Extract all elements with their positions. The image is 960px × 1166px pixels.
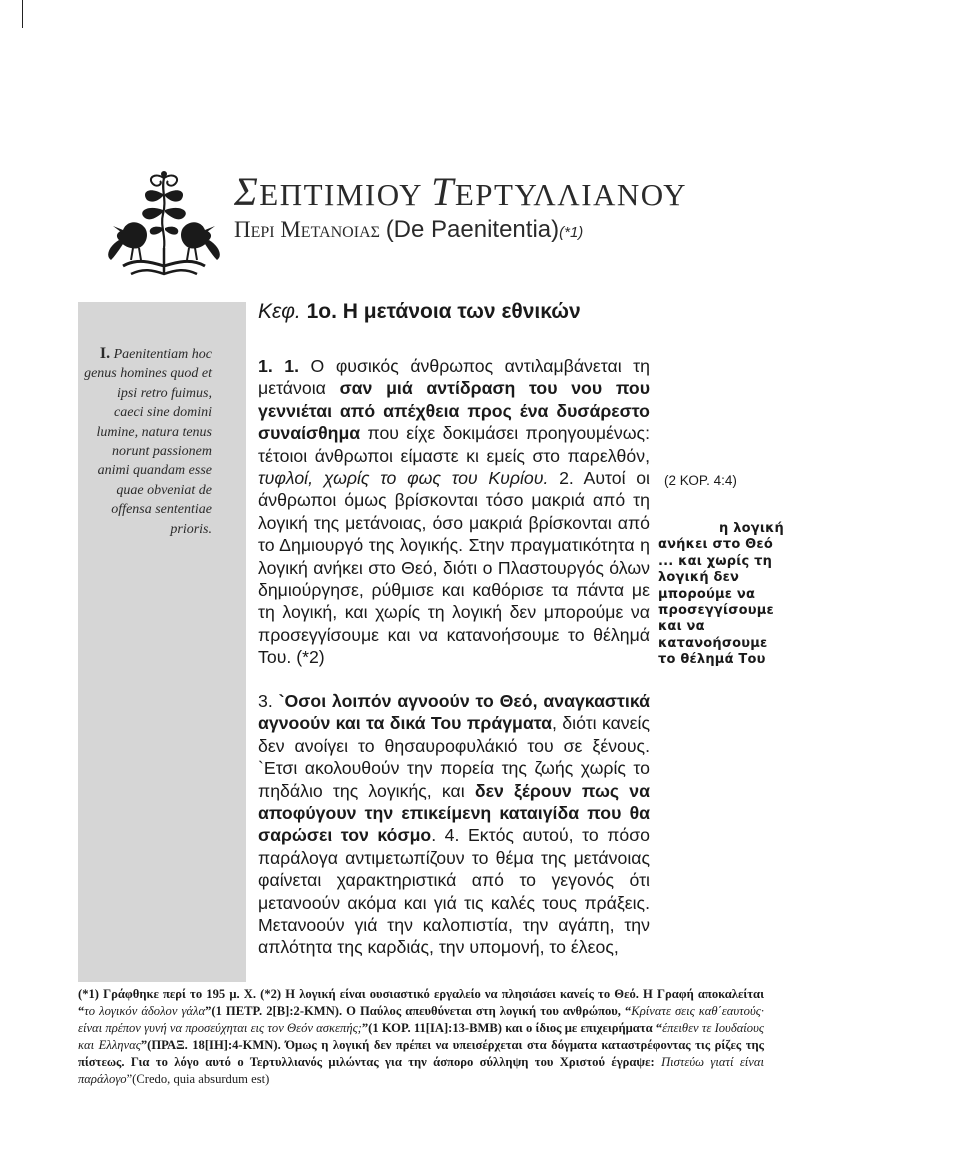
footnotes xyxy=(78,986,764,1088)
footnote-text: ”(Credo, quia absurdum est) xyxy=(126,1072,270,1086)
crop-mark xyxy=(22,0,23,28)
work-title-latin: (De Paenitentia) xyxy=(385,216,560,243)
footnote-quote: Πιστεύω γιατί είναι παράλογο xyxy=(78,1055,765,1086)
footnote-text: ”(1 ΚΟΡ. 11[ΙΑ]:13-ΒΜΒ) και ο ίδιος με επιχειρήματα “ xyxy=(361,1021,663,1035)
margin-note-text: ανήκει στο Θεό ... και χωρίς τη λογική δεν μπορούμε να προσεγγίσουμε και να κατανοήσουμε το θέλημά Του xyxy=(658,537,774,668)
scripture-reference: (2 ΚΟΡ. 4:4) xyxy=(664,473,737,488)
section-number: 1. 1. xyxy=(258,356,300,376)
italic-text: τυφλοί, χωρίς το φως του Κυρίου. xyxy=(258,468,549,489)
author-initial-1: Σ xyxy=(234,169,260,214)
text-run: . 4. Εκτός αυτού, το πόσο παράλογα αντιμετωπίζουν το θέμα της μετάνοιας φαίνεται χαρακτηριστικά από το γεγονός ότι μετανοούν ακόμα και γιά τις καλές τους πράξεις. Μετανοούν γιά την καλοπιστία, την αγάπη, την απλότητα της καρδιάς, την υπομονή, το έλεος, xyxy=(258,825,650,958)
footnote-quote: έπειθεν τε Ιουδαίους και Ελληνας xyxy=(78,1021,764,1052)
margin-note xyxy=(658,521,784,669)
author-part-1: ΕΠΤΙΜΙΟΥ xyxy=(259,177,432,212)
chapter-title: 1ο. Η μετάνοια των εθνικών xyxy=(306,300,581,323)
text-run: που είχε δοκιμάσει προηγουμένως: τέτοιοι άνθρωποι είμαστε κι εμείς στο παρελθόν, xyxy=(258,423,650,466)
author-part-2: ΕΡΤΥΛΛΙΑΝΟΥ xyxy=(454,177,688,212)
latin-original-text xyxy=(84,344,212,539)
emphasis-text: δεν ξέρουν πως να αποφύγουν την επικείμενη καταιγίδα που θα σαρώσει τον κόσμο xyxy=(258,780,650,846)
latin-paragraph: Paenitentiam hoc genus homines quod et ipsi retro fuimus, caeci sine domini lumine, natura tenus norunt passionem animi quandam esse quae obveniat de offensa sententiae prioris. xyxy=(84,347,212,537)
latin-section-number: I. xyxy=(99,345,111,362)
text-run: 2. Αυτοί οι άνθρωποι όμως βρίσκονται τόσο μακριά από τη λογική της μετάνοιας, όσο μακριά βρίσκονται από το Δημιουργό της λογικής. Στην πραγματικότητα η λογική ανήκει στο Θεό, διότι ο Πλαστουργός όλων δημιούργησε, ρύθμισε και καθόρισε τα πάντα με τη λογική, και χωρίς τη λογική δεν μπορούμε να προσεγγίσουμε και να κατανοήσουμε το θέλημά Του. (*2) xyxy=(258,468,650,668)
emphasis-text: `Οσοι λοιπόν αγνοούν το Θεό, αναγκαστικά αγνοούν και τα δικά Του πράγματα xyxy=(258,691,650,734)
footnote-text: ”(ΠΡΑΞ. 18[ΙΗ]:4-ΚΜΝ). Όμως η λογική δεν πρέπει να υπεισέρχεται στα δόγματα καταστρέφοντας τις ρίζες της πίστεως. Για το λόγο αυτό ο Τερτυλλιανός μιλώντας για την άσπορο σύλληψη του Χριστού έγραψε: xyxy=(78,1038,764,1069)
footnote-text: ”(1 ΠΕΤΡ. 2[Β]:2-ΚΜΝ). Ο Παύλος απευθύνεται στη λογική του ανθρώπου, “ xyxy=(205,1004,632,1018)
footnote-quote: το λογικόν άδολον γάλα xyxy=(84,1004,206,1018)
paragraph-1 xyxy=(258,355,650,669)
footnote-quote: Κρίνατε σεις καθ΄εαυτούς· είναι πρέπον γυνή να προσεύχηται εις τον Θεόν ασκεπής; xyxy=(78,1004,764,1035)
footnote-text: (*1) Γράφθηκε περί το 195 μ. Χ. (*2) Η λογική είναι ουσιαστικό εργαλείο να πλησιάσει κανείς το Θεό. Η Γραφή αποκαλείται “ xyxy=(78,987,764,1018)
author-initial-2: Τ xyxy=(431,169,455,214)
margin-note-first-line: η λογική xyxy=(719,521,784,536)
work-title-greek: Περι Μετανοιας xyxy=(234,217,380,242)
chapter-heading xyxy=(258,300,581,324)
emphasis-text: σαν μιά αντίδραση του νου που γεννιέται από απέχθεια προς ένα δυσάρεστο συναίσθημα xyxy=(258,378,650,444)
chapter-prefix: Κεφ. xyxy=(258,300,301,323)
text-run: , διότι κανείς δεν ανοίγει το θησαυροφυλάκιό του σε ξένους. `Ετσι ακολουθούν την πορεία της ζωής χωρίς το πηδάλιο της λογικής, και xyxy=(258,713,650,801)
author-title xyxy=(234,169,934,215)
paragraph-2 xyxy=(258,690,650,959)
title-block xyxy=(234,169,934,248)
text-run: Ο φυσικός άνθρωπος αντιλαμβάνεται τη μετάνοια xyxy=(258,356,651,399)
footnote-ref-1: (*1) xyxy=(559,224,584,241)
text-run: 3. xyxy=(258,691,279,711)
birds-ornament-icon xyxy=(103,170,225,280)
work-title xyxy=(234,215,934,248)
